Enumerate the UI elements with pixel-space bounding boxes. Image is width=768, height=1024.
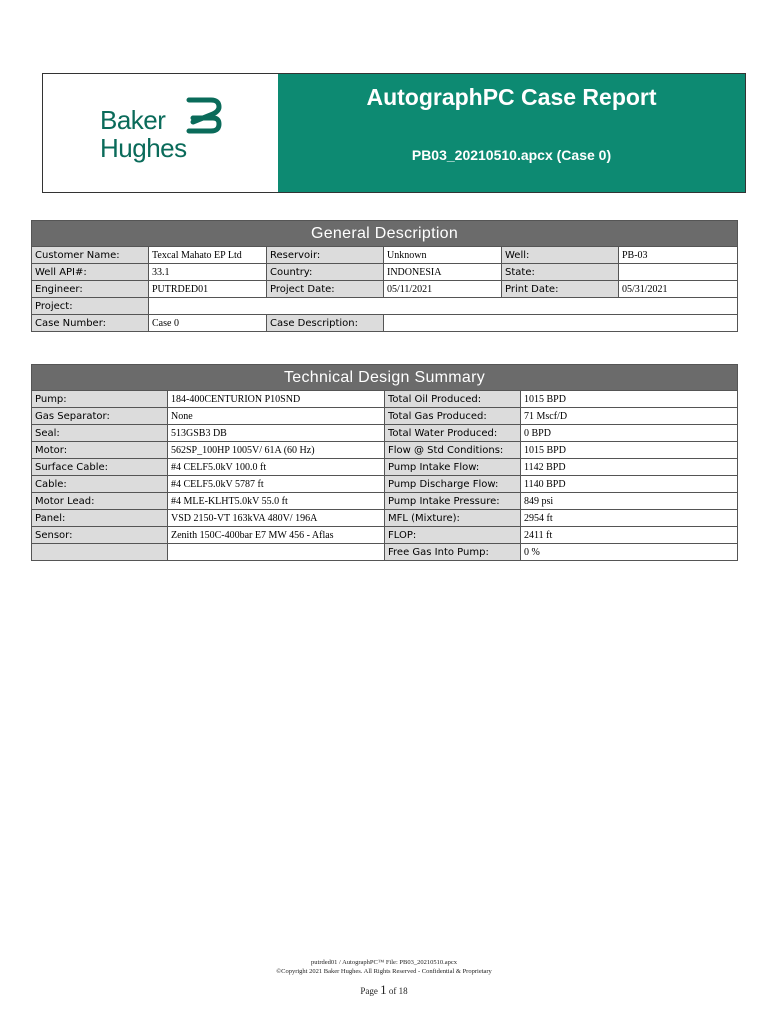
table-row	[32, 442, 738, 459]
field-label: Free Gas Into Pump:	[385, 544, 521, 561]
field-label: Project Date:	[267, 281, 384, 298]
field-value: 1140 BPD	[521, 476, 738, 493]
field-label: Flow @ Std Conditions:	[385, 442, 521, 459]
field-label: Surface Cable:	[32, 459, 168, 476]
field-value: 849 psi	[521, 493, 738, 510]
field-value	[619, 264, 738, 281]
page-prefix: Page	[360, 986, 378, 996]
table-row	[32, 264, 738, 281]
field-label: Total Oil Produced:	[385, 391, 521, 408]
field-label: Panel:	[32, 510, 168, 527]
field-value: Unknown	[384, 247, 502, 264]
field-value: 1015 BPD	[521, 442, 738, 459]
field-value: 0 %	[521, 544, 738, 561]
table-row	[32, 281, 738, 298]
field-value: 562SP_100HP 1005V/ 61A (60 Hz)	[168, 442, 385, 459]
field-label: Pump Intake Flow:	[385, 459, 521, 476]
field-value: 2411 ft	[521, 527, 738, 544]
field-label: State:	[502, 264, 619, 281]
field-label: Seal:	[32, 425, 168, 442]
field-label: Gas Separator:	[32, 408, 168, 425]
field-label: Total Water Produced:	[385, 425, 521, 442]
table-row	[32, 527, 738, 544]
page-footer	[0, 958, 768, 976]
field-value: INDONESIA	[384, 264, 502, 281]
field-value: 1142 BPD	[521, 459, 738, 476]
report-subtitle: PB03_20210510.apcx (Case 0)	[411, 147, 612, 163]
field-label: Country:	[267, 264, 384, 281]
table-row	[32, 493, 738, 510]
field-value: Zenith 150C-400bar E7 MW 456 - Aflas	[168, 527, 385, 544]
table-row	[32, 298, 738, 315]
table-row	[32, 459, 738, 476]
field-label: Well:	[502, 247, 619, 264]
field-label: Engineer:	[32, 281, 149, 298]
field-label: FLOP:	[385, 527, 521, 544]
field-label: Total Gas Produced:	[385, 408, 521, 425]
field-label: Sensor:	[32, 527, 168, 544]
field-label: Pump:	[32, 391, 168, 408]
field-value	[168, 544, 385, 561]
field-label: Print Date:	[502, 281, 619, 298]
field-label: Reservoir:	[267, 247, 384, 264]
field-value: #4 MLE-KLHT5.0kV 55.0 ft	[168, 493, 385, 510]
footer-copyright: ©Copyright 2021 Baker Hughes. All Rights Reserved - Confidential & Proprietary	[276, 968, 492, 975]
field-value: 33.1	[149, 264, 267, 281]
report-header	[42, 73, 746, 193]
field-value: PUTRDED01	[149, 281, 267, 298]
field-label: Pump Discharge Flow:	[385, 476, 521, 493]
logo-line-baker: Baker	[100, 105, 166, 135]
field-value: 1015 BPD	[521, 391, 738, 408]
field-label: Case Number:	[32, 315, 149, 332]
field-value: 2954 ft	[521, 510, 738, 527]
page-current: 1	[380, 982, 387, 997]
field-label: Motor Lead:	[32, 493, 168, 510]
field-value: None	[168, 408, 385, 425]
field-label: Well API#:	[32, 264, 149, 281]
table-row	[32, 476, 738, 493]
field-value: VSD 2150-VT 163kVA 480V/ 196A	[168, 510, 385, 527]
field-value: Texcal Mahato EP Ltd	[149, 247, 267, 264]
page-total: of 18	[388, 986, 408, 996]
logo-chevron-icon	[185, 96, 223, 136]
field-label: Case Description:	[267, 315, 384, 332]
title-banner	[278, 74, 745, 192]
table-row	[32, 425, 738, 442]
field-label: Cable:	[32, 476, 168, 493]
table-row	[32, 544, 738, 561]
report-title: AutographPC Case Report	[366, 84, 657, 110]
field-value: 71 Mscf/D	[521, 408, 738, 425]
logo-line-hughes: Hughes	[100, 133, 187, 163]
table-row	[32, 391, 738, 408]
field-value: #4 CELF5.0kV 100.0 ft	[168, 459, 385, 476]
company-logo	[43, 74, 278, 192]
general-description-heading: General Description	[32, 221, 738, 247]
field-value	[149, 298, 738, 315]
logo-text	[100, 106, 187, 162]
field-label: MFL (Mixture):	[385, 510, 521, 527]
footer-file-line: putrded01 / AutographPC™ File: PB03_20210510.apcx	[311, 959, 457, 966]
field-value: 184-400CENTURION P10SND	[168, 391, 385, 408]
table-row	[32, 510, 738, 527]
field-value: Case 0	[149, 315, 267, 332]
field-label: Project:	[32, 298, 149, 315]
table-row	[32, 315, 738, 332]
technical-summary-heading: Technical Design Summary	[32, 365, 738, 391]
field-value: 513GSB3 DB	[168, 425, 385, 442]
page-number	[0, 982, 768, 998]
field-label: Motor:	[32, 442, 168, 459]
field-value: 05/11/2021	[384, 281, 502, 298]
field-label	[32, 544, 168, 561]
field-value: 0 BPD	[521, 425, 738, 442]
field-value: PB-03	[619, 247, 738, 264]
technical-design-summary-table	[31, 364, 738, 561]
table-row	[32, 247, 738, 264]
table-row	[32, 408, 738, 425]
field-value	[384, 315, 738, 332]
general-description-table	[31, 220, 738, 332]
field-value: #4 CELF5.0kV 5787 ft	[168, 476, 385, 493]
field-label: Pump Intake Pressure:	[385, 493, 521, 510]
field-value: 05/31/2021	[619, 281, 738, 298]
field-label: Customer Name:	[32, 247, 149, 264]
